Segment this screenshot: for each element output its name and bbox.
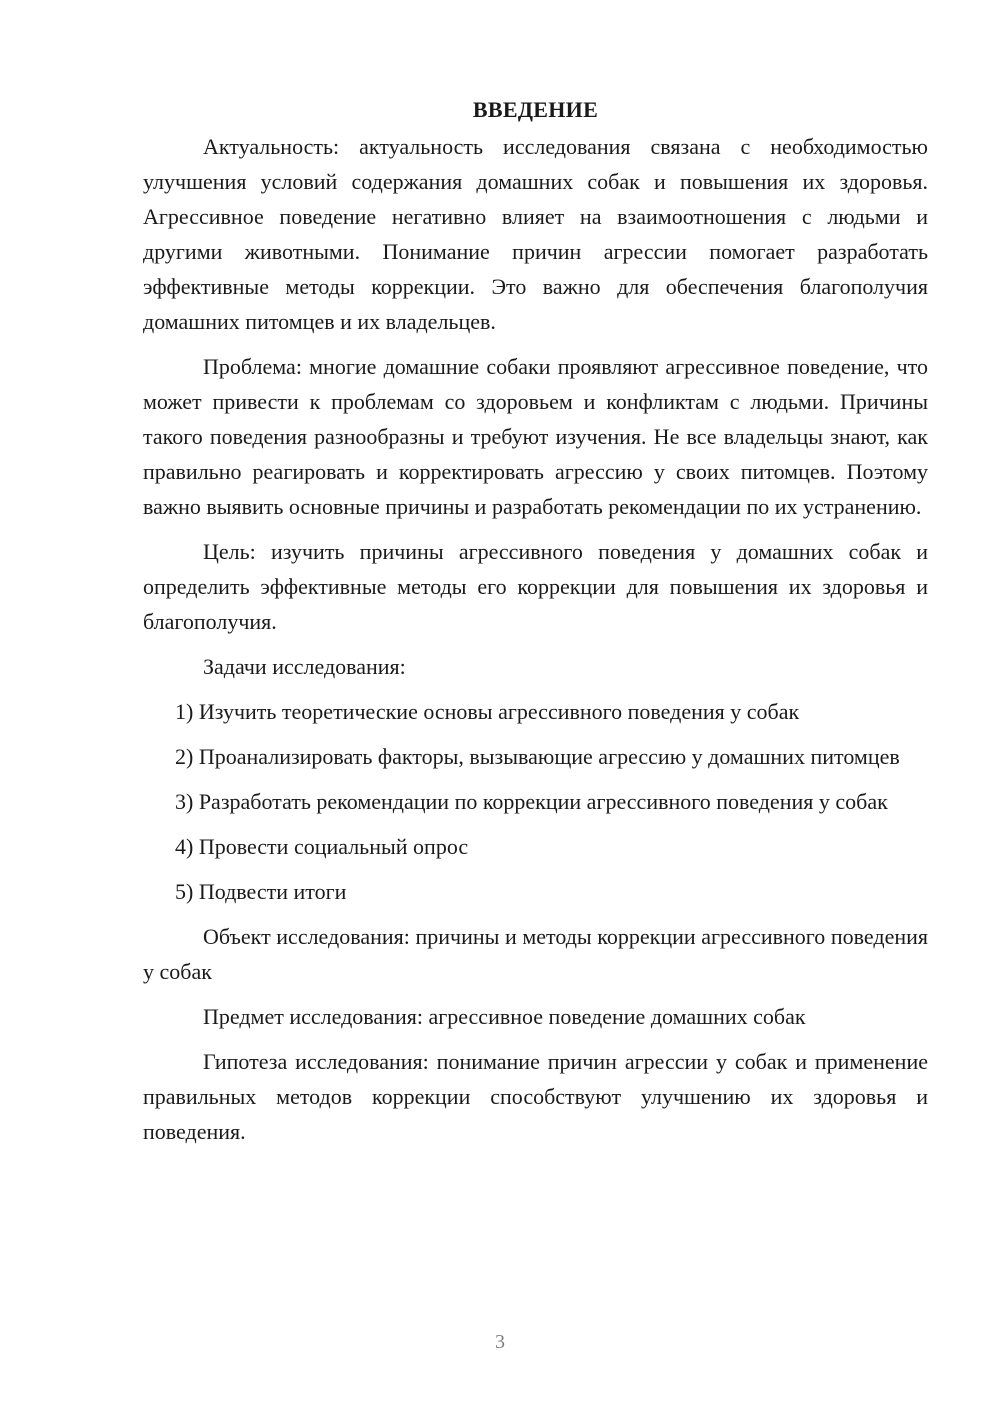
document-page bbox=[143, 92, 928, 1149]
task-item-5: 5) Подвести итоги bbox=[175, 879, 347, 904]
hypothesis-paragraph: Гипотеза исследования: понимание причин агрессии у собак и применение правильных методов коррекции способствуют улучшению их здоровья и поведения. bbox=[143, 1049, 928, 1144]
task-item-1: 1) Изучить теоретические основы агрессивного поведения у собак bbox=[175, 699, 800, 724]
section-title: ВВЕДЕНИЕ bbox=[472, 97, 599, 122]
object-paragraph: Объект исследования: причины и методы коррекции агрессивного поведения у собак bbox=[143, 924, 928, 984]
subject-paragraph: Предмет исследования: агрессивное поведение домашних собак bbox=[203, 1004, 806, 1029]
relevance-paragraph: Актуальность: актуальность исследования связана с необходимостью улучшения условий содержания домашних собак и повышения их здоровья. Агрессивное поведение негативно влияет на взаимоотношения с людьми и другими животными. Понимание причин агрессии помогает разработать эффективные методы коррекции. Это важно для обеспечения благополучия домашних питомцев и их владельцев. bbox=[143, 134, 928, 334]
task-item-3: 3) Разработать рекомендации по коррекции агрессивного поведения у собак bbox=[175, 789, 888, 814]
goal-paragraph: Цель: изучить причины агрессивного поведения у домашних собак и определить эффективные методы его коррекции для повышения их здоровья и благополучия. bbox=[143, 539, 928, 634]
tasks-heading: Задачи исследования: bbox=[203, 654, 406, 679]
problem-paragraph: Проблема: многие домашние собаки проявляют агрессивное поведение, что может привести к проблемам со здоровьем и конфликтам с людьми. Причины такого поведения разнообразны и требуют изучения. Не все владельцы знают, как правильно реагировать и корректировать агрессию у своих питомцев. Поэтому важно выявить основные причины и разработать рекомендации по их устранению. bbox=[143, 354, 928, 519]
task-item-2: 2) Проанализировать факторы, вызывающие агрессию у домашних питомцев bbox=[175, 744, 900, 769]
page-number: 3 bbox=[495, 1331, 505, 1353]
task-item-4: 4) Провести социальный опрос bbox=[175, 834, 469, 859]
